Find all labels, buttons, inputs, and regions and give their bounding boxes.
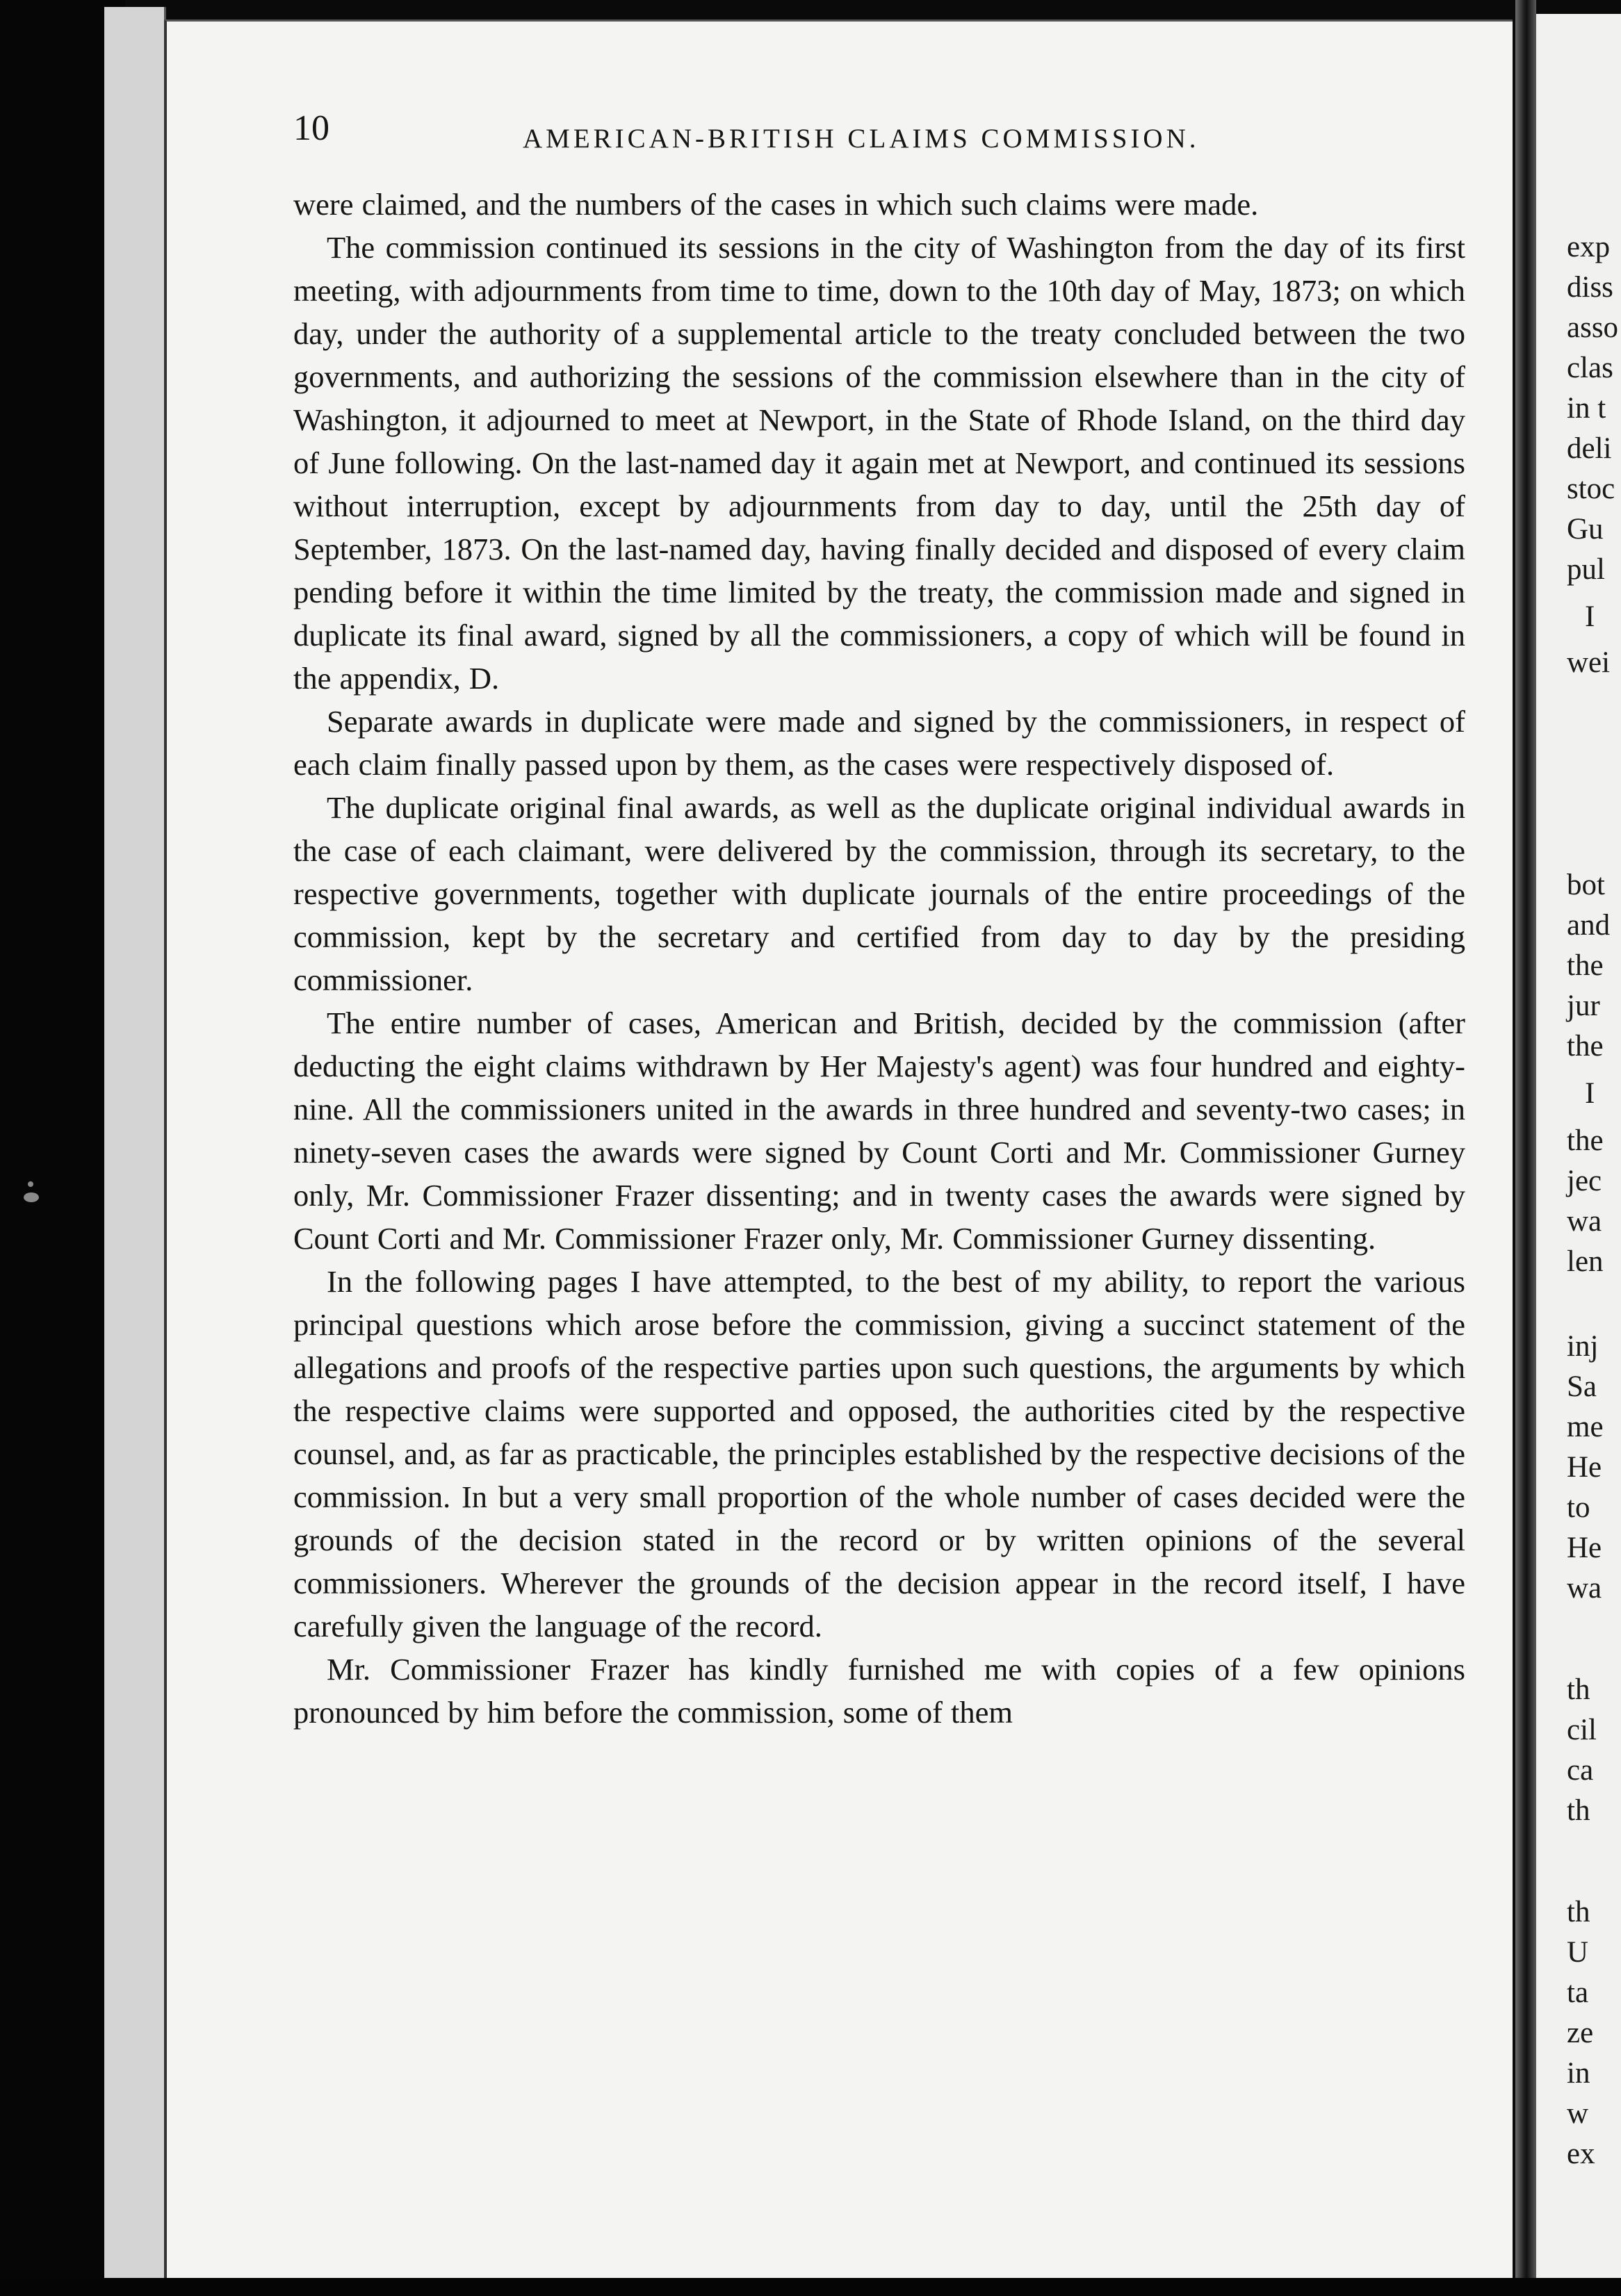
facing-fragment: stoc	[1567, 473, 1615, 505]
facing-fragment: jur	[1567, 990, 1600, 1022]
facing-fragment: I	[1585, 1077, 1595, 1110]
facing-fragment: wa	[1567, 1205, 1602, 1238]
scan-speck	[24, 1192, 39, 1202]
facing-fragment: diss	[1567, 271, 1613, 304]
paragraph-duplicate-awards: The duplicate original final awards, as well as the duplicate original individual awards in the case of each claimant, were delivered by the commission, through its secretary, to the respective governments, together with duplicate journals of the entire proceedings of the commission, kept by the secretary and certified from day to day by the presiding commissioner.	[293, 790, 1465, 997]
facing-fragment: in	[1567, 2057, 1590, 2090]
facing-fragment: in t	[1567, 392, 1606, 425]
page-edge-middle	[129, 7, 148, 2285]
facing-fragment: ta	[1567, 1976, 1589, 2009]
facing-fragment: He	[1567, 1532, 1602, 1564]
facing-fragment: ze	[1567, 2017, 1594, 2049]
facing-fragment: jec	[1567, 1165, 1602, 1197]
facing-fragment: w	[1567, 2097, 1589, 2130]
facing-fragment: the	[1567, 1124, 1604, 1157]
paragraph-continuation: were claimed, and the numbers of the cases in which such claims were made.	[293, 187, 1259, 222]
facing-page-text	[1536, 14, 1621, 2286]
facing-fragment: Gu	[1567, 513, 1604, 546]
facing-fragment: th	[1567, 1794, 1590, 1827]
page-edge-outer	[104, 7, 131, 2285]
facing-fragment: I	[1585, 600, 1595, 633]
facing-fragment: th	[1567, 1673, 1590, 1706]
facing-fragment: to	[1567, 1491, 1590, 1524]
page-number: 10	[293, 108, 329, 148]
facing-fragment: the	[1567, 1030, 1604, 1063]
paragraph-report-scope: In the following pages I have attempted, to the best of my ability, to report the various principal questions which arose before the commission, giving a succinct statement of the allegations and proofs of the respective parties upon such questions, the arguments by which the respective claims were supported and opposed, the authorities cited by the respective counsel, and, as far as practicable, the principles established by the respective decisions of the commission. In but a very small proportion of the whole number of cases decided were the grounds of the decision stated in the record or by written opinions of the several commissioners. Wherever the grounds of the decision appear in the record itself, I have carefully given the language of the record.	[293, 1264, 1465, 1643]
page-edge-inner	[146, 7, 166, 2285]
scan-speck	[28, 1181, 33, 1187]
facing-fragment: the	[1567, 949, 1604, 982]
book-spine	[1515, 0, 1536, 2296]
facing-fragment: asso	[1567, 311, 1619, 344]
running-head-title: AMERICAN-BRITISH CLAIMS COMMISSION.	[523, 124, 1200, 154]
facing-fragment: He	[1567, 1451, 1602, 1484]
facing-fragment: deli	[1567, 432, 1612, 465]
facing-fragment: len	[1567, 1245, 1604, 1278]
facing-fragment: U	[1567, 1936, 1589, 1969]
page-body-text	[293, 183, 1465, 1734]
paragraph-frazer-opinions: Mr. Commissioner Frazer has kindly furnished me with copies of a few opinions pronounced by him before the commission, some of them	[293, 1652, 1465, 1730]
facing-fragment: wa	[1567, 1572, 1602, 1605]
facing-fragment: ex	[1567, 2138, 1595, 2170]
facing-fragment: me	[1567, 1411, 1604, 1443]
facing-fragment: ca	[1567, 1754, 1594, 1787]
paragraph-separate-awards: Separate awards in duplicate were made and signed by the commissioners, in respect of each claim finally passed upon by them, as the cases were respectively disposed of.	[293, 704, 1465, 782]
facing-fragment: clas	[1567, 352, 1613, 384]
facing-page	[1536, 14, 1621, 2286]
facing-fragment: inj	[1567, 1330, 1599, 1363]
paragraph-case-count: The entire number of cases, American and British, decided by the commission (after deducting the eight claims withdrawn by Her Majesty's agent) was four hundred and eighty-nine. All the commissioners united in the awards in three hundred and seventy-two cases; in ninety-seven cases the awards were signed by Count Corti and Mr. Commissioner Gurney only, Mr. Commissioner Frazer dissenting; and in twenty cases the awards were signed by Count Corti and Mr. Commissioner Frazer only, Mr. Commissioner Gurney dissenting.	[293, 1006, 1465, 1256]
paragraph-sessions: The commission continued its sessions in the city of Washington from the day of its first meeting, with adjournments from time to time, down to the 10th day of May, 1873; on which day, under the authority of a supplemental article to the treaty concluded between the two governments, and authorizing the sessions of the commission elsewhere than in the city of Washington, it adjourned to meet at Newport, in the State of Rhode Island, on the third day of June following. On the last-named day it again met at Newport, and continued its sessions without interruption, except by adjournments from day to day, until the 25th day of September, 1873. On the last-named day, having finally decided and disposed of every claim pending before it within the time limited by the treaty, the commission made and signed in duplicate its final award, signed by all the commissioners, a copy of which will be found in the appendix, D.	[293, 230, 1465, 696]
scan-bottom-edge	[0, 2278, 1621, 2296]
facing-fragment: Sa	[1567, 1370, 1597, 1403]
facing-fragment: cil	[1567, 1714, 1597, 1746]
facing-fragment: wei	[1567, 646, 1611, 679]
book-page	[164, 19, 1513, 2279]
facing-fragment: bot	[1567, 869, 1605, 901]
facing-fragment: exp	[1567, 231, 1611, 263]
facing-fragment: and	[1567, 909, 1611, 942]
facing-fragment: th	[1567, 1896, 1590, 1928]
facing-fragment: pul	[1567, 553, 1605, 586]
